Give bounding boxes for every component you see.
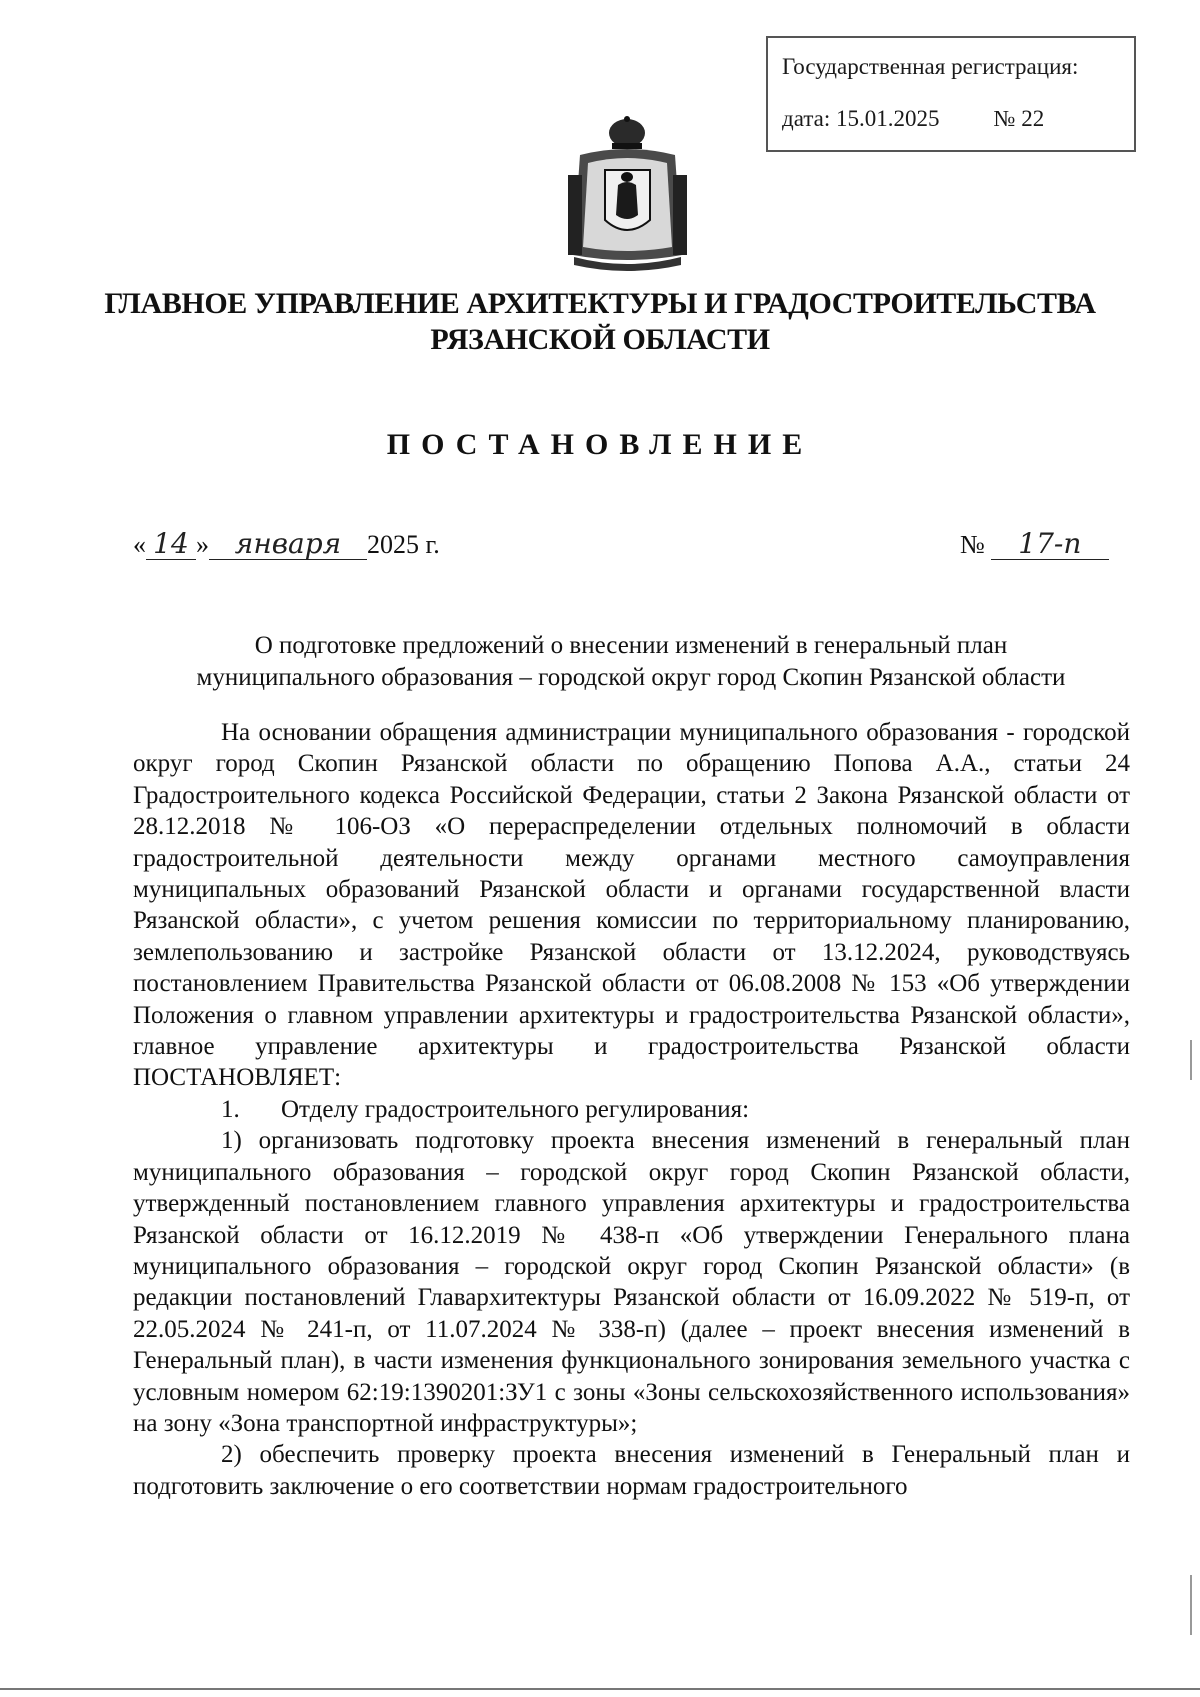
preamble-paragraph: На основании обращения администрации муниципального образования - городской округ город Скопин Рязанской области по обращению Попова А.А., статьи 24 Градостроительного кодекса Российской Федерации, статьи 2 Закона Рязанской области от 28.12.2018 № 106-ОЗ «О перераспределении отдельных полномочий в области градостроительной деятельности между органами местного самоуправления муниципальных образований Рязанской области и органами государственной власти Рязанской области», с учетом решения комиссии по территориальному планированию, землепользованию и застройке Рязанской области от 13.12.2024, руководствуясь постановлением Правительства Рязанской области от 06.08.2008 № 153 «Об утверждении Положения о главном управлении архитектуры и градостроительства Рязанской области», главное управление архитектуры и градостроительства Рязанской области ПОСТАНОВЛЯЕТ: <box>133 719 1130 1092</box>
registration-details <box>782 104 1134 134</box>
date-month-handwritten: января <box>209 529 367 560</box>
organization-title-line2: РЯЗАНСКОЙ ОБЛАСТИ <box>430 323 770 356</box>
subject-line2: муниципального образования – городской округ город Скопин Рязанской области <box>196 664 1066 691</box>
registration-stamp <box>766 36 1136 152</box>
scan-edge-mark <box>1190 1040 1192 1080</box>
subclause-2: 2) обеспечить проверку проекта внесения изменений в Генеральный план и подготовить заключение о его соответствии нормам градостроительного <box>133 1441 1130 1500</box>
registration-date: дата: 15.01.2025 <box>782 106 940 131</box>
organization-title-line1: ГЛАВНОЕ УПРАВЛЕНИЕ АРХИТЕКТУРЫ И ГРАДОСТРОИТЕЛЬСТВА <box>104 287 1096 320</box>
date-day-handwritten: 14 <box>146 529 196 560</box>
document-body <box>133 717 1130 1502</box>
number-handwritten: 17-п <box>991 529 1109 560</box>
clause-1 <box>133 1094 1130 1125</box>
document-date <box>133 528 440 562</box>
document-type: ПОСТАНОВЛЕНИЕ <box>386 428 814 461</box>
document-number <box>960 528 1109 562</box>
scan-edge-mark <box>1190 1575 1192 1635</box>
date-open-quote: « <box>133 530 146 559</box>
organization-title <box>0 286 1200 358</box>
clause-1-number: 1. <box>221 1095 240 1123</box>
number-sign: № <box>960 530 985 559</box>
clause-1-text: Отделу градостроительного регулирования: <box>281 1095 750 1123</box>
registration-number: № 22 <box>993 106 1045 131</box>
subject-line1: О подготовке предложений о внесении изменений в генеральный план <box>254 632 1008 659</box>
date-year: 2025 г. <box>367 530 440 559</box>
subclause-1: 1) организовать подготовку проекта внесения изменений в генеральный план муниципального образования – городской округ город Скопин Рязанской области, утвержденный постановлением главного управления архитектуры и градостроительства Рязанской области от 16.12.2019 № 438-п «Об утверждении Генерального плана муниципального образования – городской округ город Скопин Рязанской области» (в редакции постановлений Главархитектуры Рязанской области от 16.09.2022 № 519-п, от 22.05.2024 № 241-п, от 11.07.2024 № 338-п) (далее – проект внесения изменений в Генеральный план), в части изменения функционального зонирования земельного участка с условным номером 62:19:1390201:ЗУ1 с зоны «Зоны сельскохозяйственного использования» на зону «Зона транспортной инфраструктуры»; <box>133 1127 1130 1437</box>
ryazan-coat-of-arms-icon <box>560 115 695 275</box>
scan-bottom-edge <box>0 1688 1200 1690</box>
document-subject <box>130 630 1132 694</box>
registration-title: Государственная регистрация: <box>782 54 1079 79</box>
date-close-quote: » <box>196 530 209 559</box>
